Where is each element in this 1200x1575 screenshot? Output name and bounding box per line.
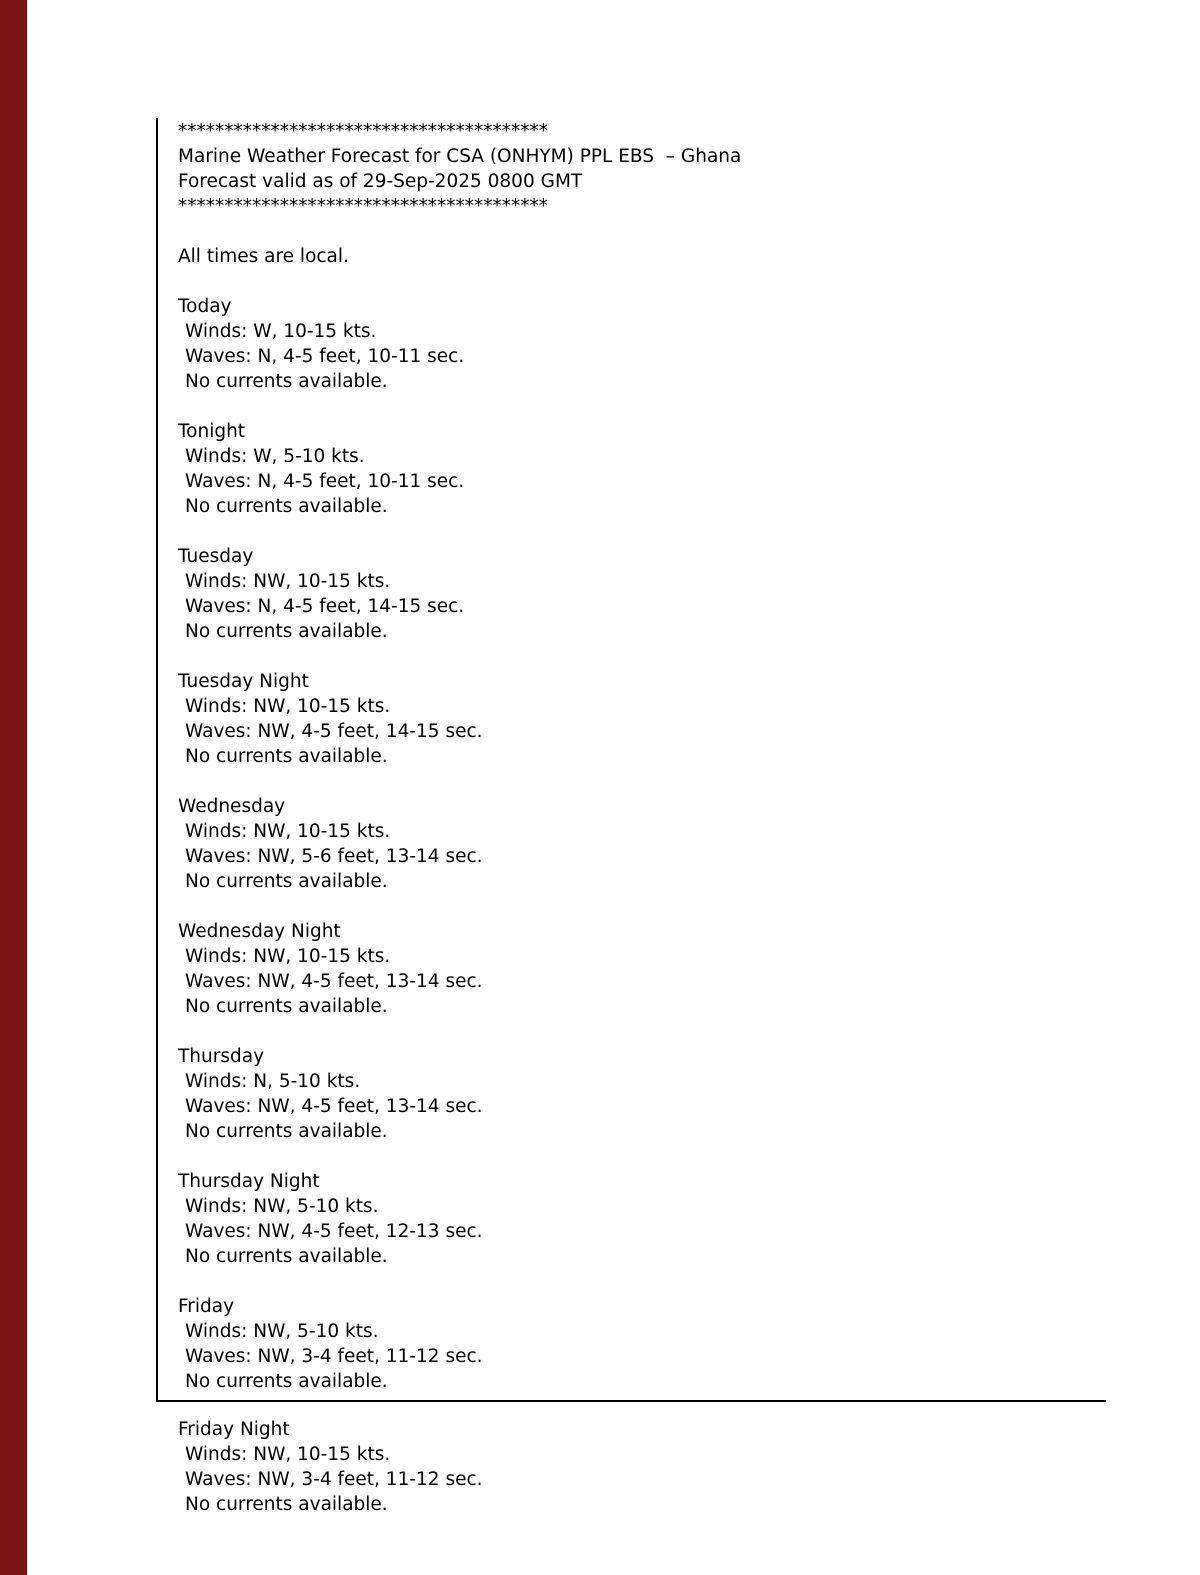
forecast-currents-line: No currents available. [185, 1371, 388, 1392]
forecast-day-heading: Friday Night [178, 1419, 290, 1440]
forecast-waves-line: Waves: NW, 4-5 feet, 14-15 sec. [185, 721, 483, 742]
forecast-winds-line: Winds: NW, 10-15 kts. [185, 821, 391, 842]
forecast-section [178, 1169, 1106, 1269]
forecast-title: Marine Weather Forecast for CSA (ONHYM) PPL EBS – Ghana [178, 146, 742, 167]
separator-line-bottom: **************************************** [178, 196, 548, 217]
forecast-day-heading: Wednesday [178, 796, 286, 817]
forecast-section [178, 1044, 1106, 1144]
forecast-waves-line: Waves: NW, 5-6 feet, 13-14 sec. [185, 846, 483, 867]
forecast-waves-line: Waves: NW, 4-5 feet, 13-14 sec. [185, 1096, 483, 1117]
forecast-day-heading: Wednesday Night [178, 921, 341, 942]
forecast-day-heading: Thursday [178, 1046, 265, 1067]
forecast-currents-line: No currents available. [185, 1121, 388, 1142]
forecast-winds-line: Winds: NW, 10-15 kts. [185, 946, 391, 967]
separator-line-top: **************************************** [178, 121, 548, 142]
blank-line [178, 219, 1106, 244]
forecast-section [178, 1417, 483, 1517]
forecast-currents-line: No currents available. [185, 621, 388, 642]
forecast-section [178, 669, 1106, 769]
forecast-waves-line: Waves: NW, 4-5 feet, 12-13 sec. [185, 1221, 483, 1242]
forecast-day-heading: Tuesday [178, 546, 254, 567]
forecast-winds-line: Winds: N, 5-10 kts. [185, 1071, 361, 1092]
forecast-day-heading: Thursday Night [178, 1171, 320, 1192]
forecast-winds-line: Winds: NW, 5-10 kts. [185, 1321, 379, 1342]
forecast-section [178, 919, 1106, 1019]
forecast-sections-after-box [178, 1417, 483, 1517]
forecast-waves-line: Waves: NW, 3-4 feet, 11-12 sec. [185, 1346, 483, 1367]
forecast-waves-line: Waves: NW, 4-5 feet, 13-14 sec. [185, 971, 483, 992]
forecast-section [178, 794, 1106, 894]
forecast-section [178, 544, 1106, 644]
forecast-winds-line: Winds: W, 5-10 kts. [185, 446, 365, 467]
local-times-note: All times are local. [178, 246, 349, 267]
forecast-waves-line: Waves: NW, 3-4 feet, 11-12 sec. [185, 1469, 483, 1490]
forecast-currents-line: No currents available. [185, 496, 388, 517]
forecast-currents-line: No currents available. [185, 371, 388, 392]
forecast-currents-line: No currents available. [185, 996, 388, 1017]
left-accent-stripe [0, 0, 27, 1575]
forecast-currents-line: No currents available. [185, 746, 388, 767]
forecast-waves-line: Waves: N, 4-5 feet, 10-11 sec. [185, 471, 465, 492]
forecast-section [178, 419, 1106, 519]
forecast-day-heading: Friday [178, 1296, 235, 1317]
forecast-valid-line: Forecast valid as of 29-Sep-2025 0800 GMT [178, 171, 583, 192]
forecast-currents-line: No currents available. [185, 1246, 388, 1267]
forecast-text-box [156, 118, 1106, 1402]
forecast-waves-line: Waves: N, 4-5 feet, 10-11 sec. [185, 346, 465, 367]
forecast-winds-line: Winds: NW, 10-15 kts. [185, 1444, 391, 1465]
forecast-winds-line: Winds: NW, 5-10 kts. [185, 1196, 379, 1217]
forecast-day-heading: Tonight [178, 421, 246, 442]
forecast-currents-line: No currents available. [185, 871, 388, 892]
forecast-winds-line: Winds: NW, 10-15 kts. [185, 696, 391, 717]
forecast-waves-line: Waves: N, 4-5 feet, 14-15 sec. [185, 596, 465, 617]
forecast-section [178, 1294, 1106, 1394]
forecast-winds-line: Winds: NW, 10-15 kts. [185, 571, 391, 592]
forecast-section [178, 294, 1106, 394]
forecast-currents-line: No currents available. [185, 1494, 388, 1515]
forecast-winds-line: Winds: W, 10-15 kts. [185, 321, 377, 342]
forecast-day-heading: Today [178, 296, 232, 317]
forecast-day-heading: Tuesday Night [178, 671, 309, 692]
forecast-sections [178, 294, 1106, 1394]
